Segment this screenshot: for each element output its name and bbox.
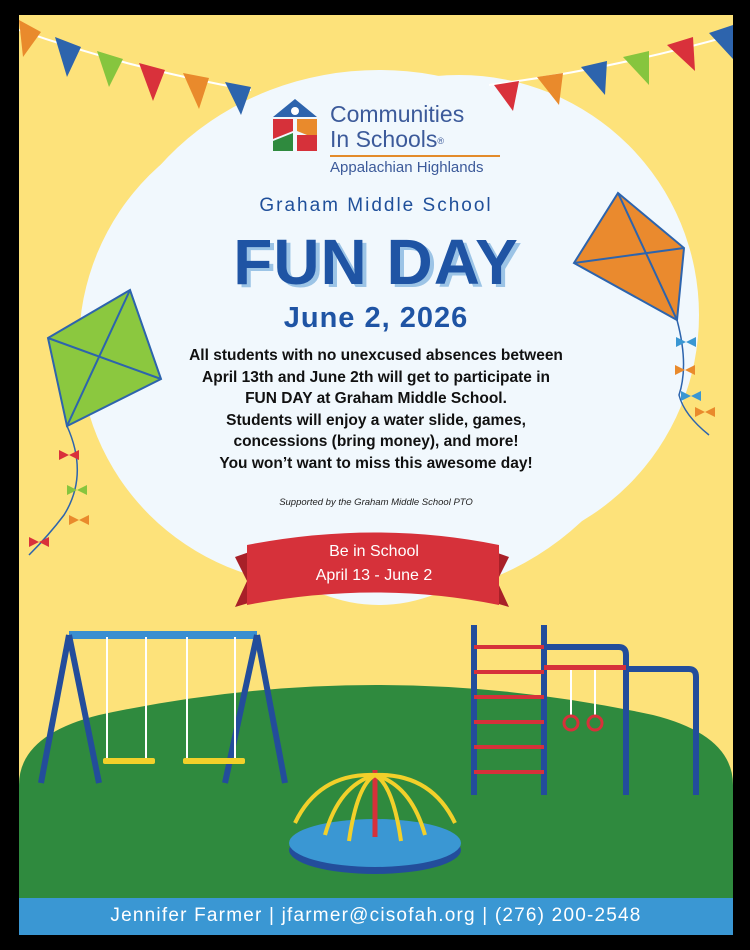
description-line: April 13th and June 2th will get to participate in: [202, 368, 550, 386]
contact-info: Jennifer Farmer | jfarmer@cisofah.org | (276) 200-2548: [110, 905, 642, 926]
cis-logo: [267, 87, 507, 192]
logo-name-line1: Communities: [330, 101, 465, 127]
bunting-left: [19, 20, 251, 115]
logo-name-line2: In Schools: [330, 126, 438, 152]
event-date: June 2, 2026: [283, 302, 469, 334]
logo-divider: [330, 155, 500, 157]
description-line: concessions (bring money), and more!: [233, 433, 519, 450]
schoolhouse-logo-icon: [267, 95, 323, 157]
description-line: You won’t want to miss this awesome day!: [219, 454, 533, 472]
description-line: All students with no unexcused absences between: [189, 347, 563, 364]
logo-region: Appalachian Highlands: [330, 159, 484, 176]
contact-footer: [19, 898, 733, 935]
description-line: FUN DAY at Graham Middle School.: [245, 390, 507, 407]
sponsor-note: Supported by the Graham Middle School PTO: [279, 497, 473, 508]
ribbon-line1: Be in School: [329, 543, 419, 560]
event-title: FUN DAY: [233, 226, 519, 298]
school-name: Graham Middle School: [259, 195, 493, 216]
registered-mark: ®: [437, 135, 445, 146]
event-description: [19, 345, 733, 474]
ribbon-line2: April 13 - June 2: [315, 567, 433, 584]
flyer: [19, 15, 733, 935]
description-line: Students will enjoy a water slide, games,: [226, 411, 526, 429]
